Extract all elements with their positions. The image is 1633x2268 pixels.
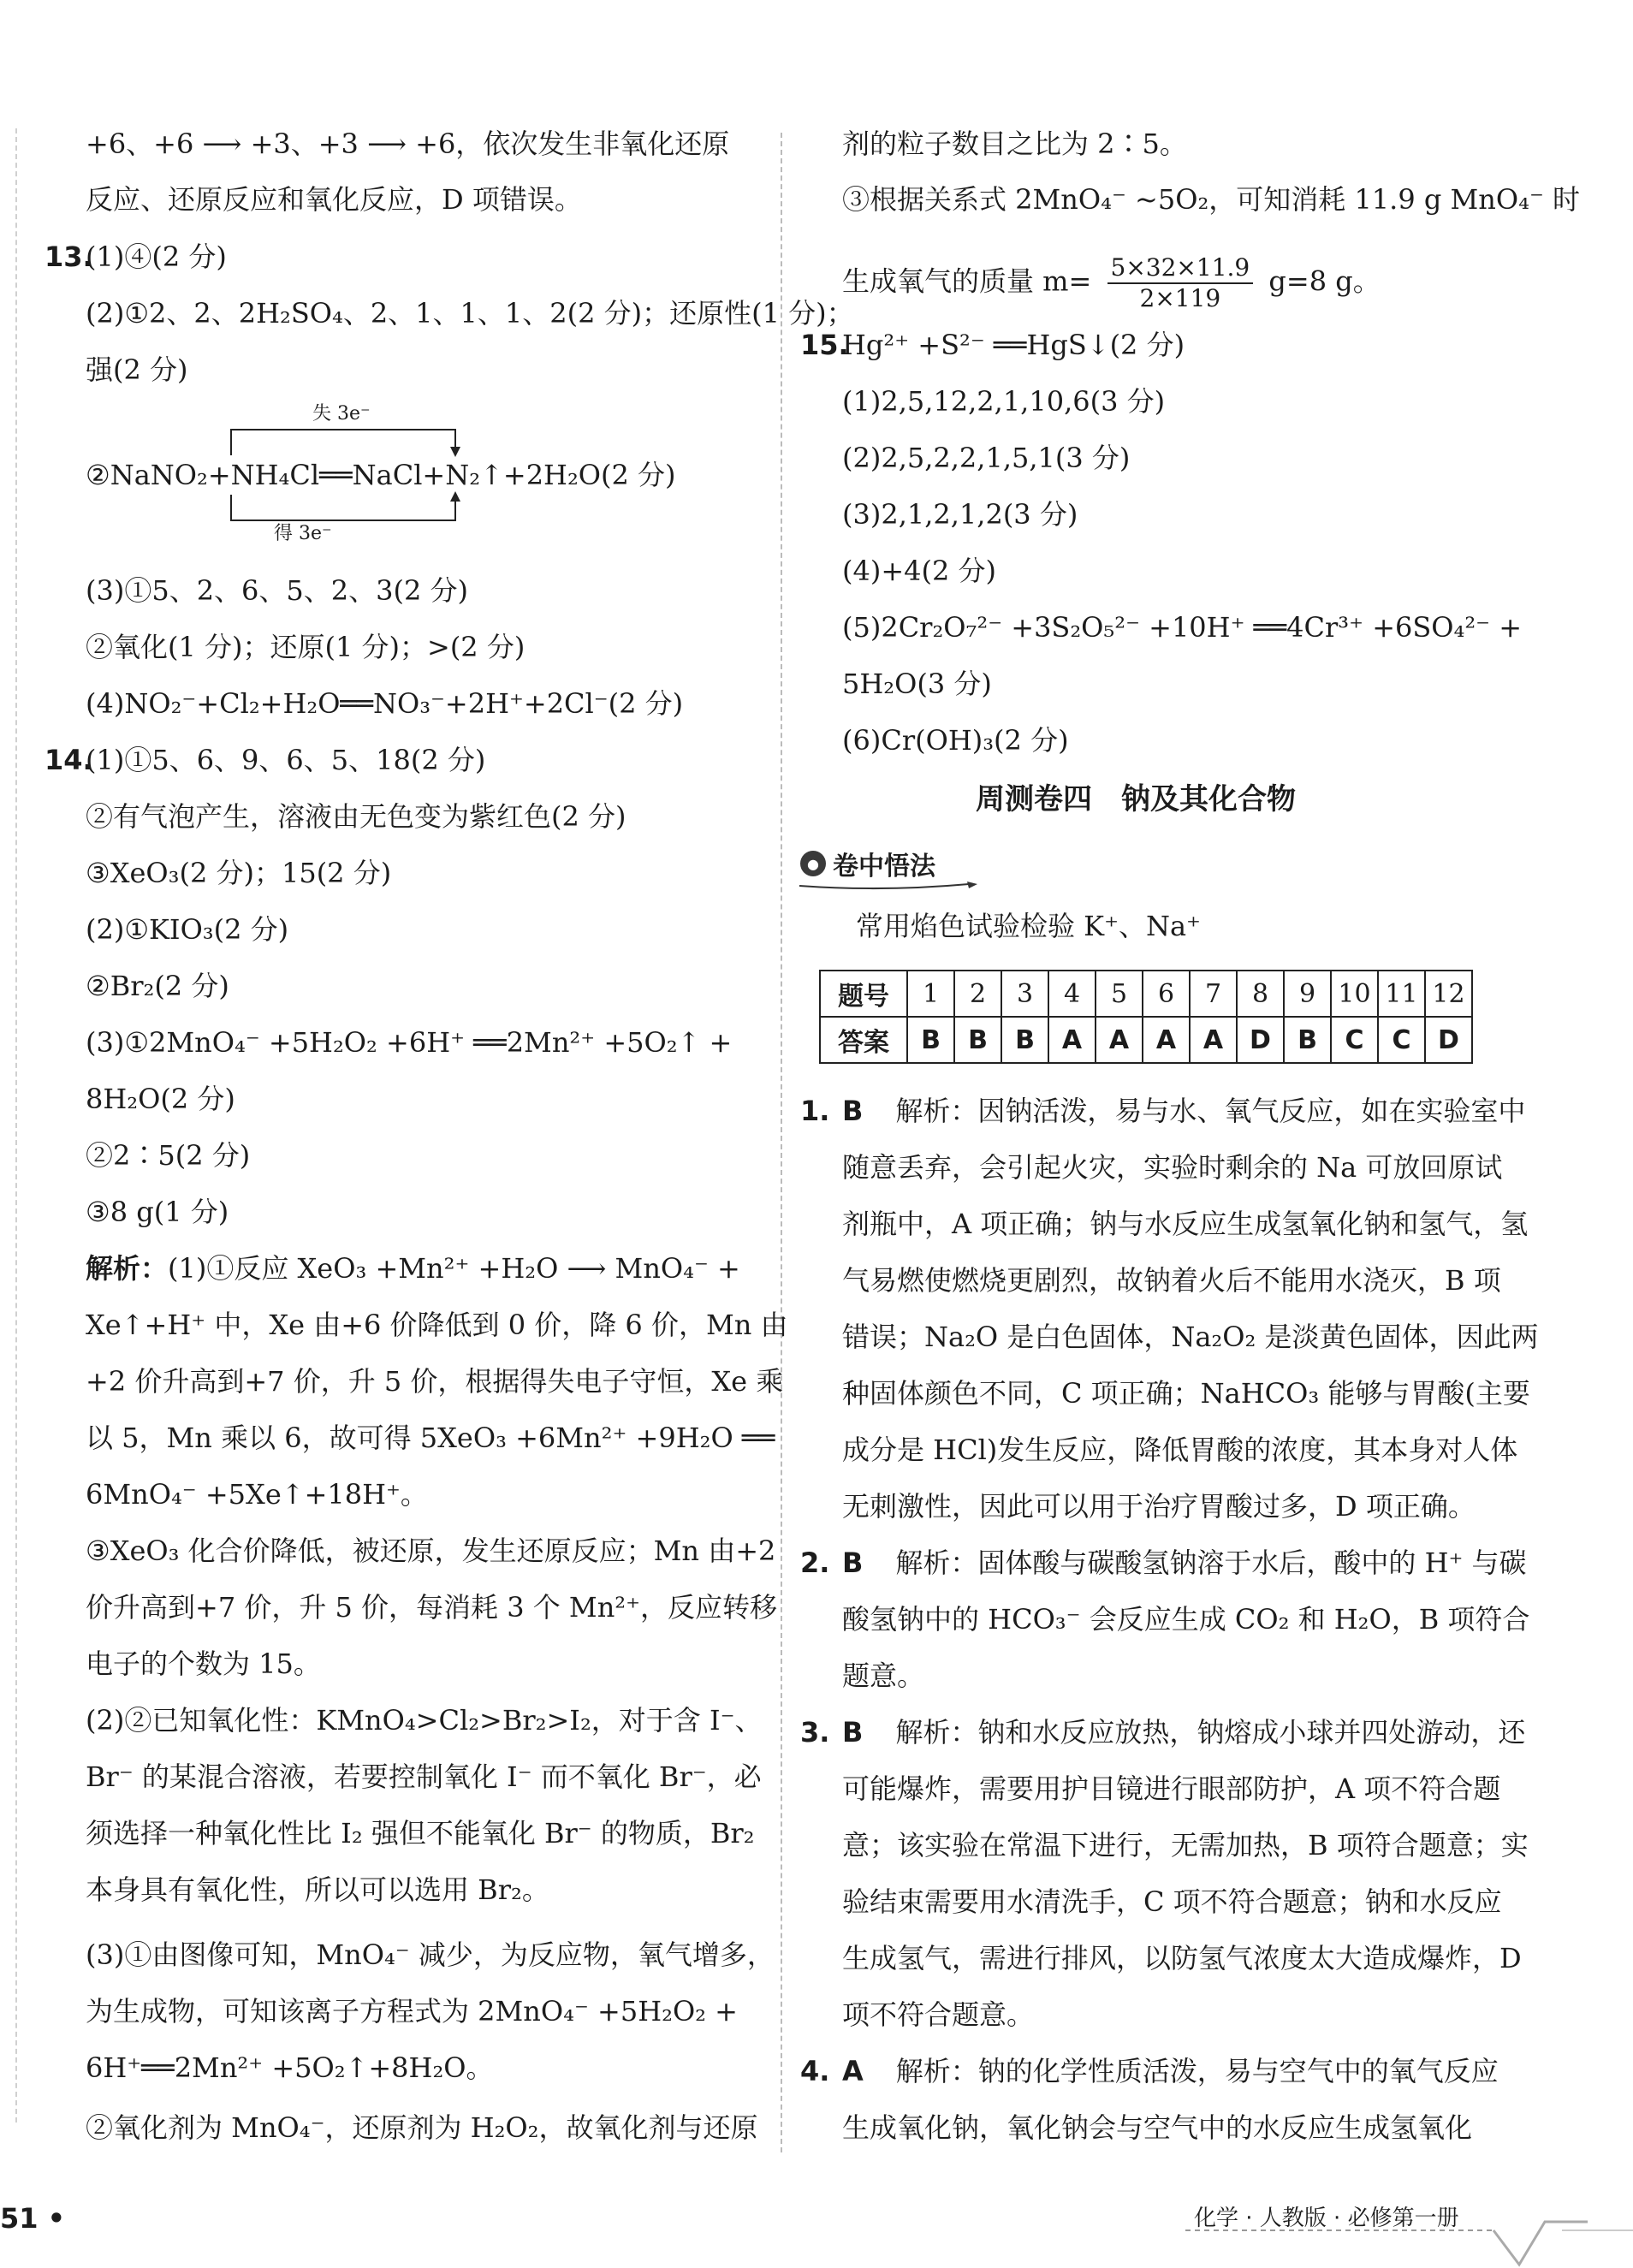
text-line: ③8 g(1 分) (86, 1196, 229, 1228)
text-line: (2)①KIO₃(2 分) (86, 913, 289, 946)
answer-cell: D (1425, 1017, 1472, 1063)
text-line: (4)+4(2 分) (842, 555, 997, 587)
tip-badge-label: 卷中悟法 (833, 852, 935, 882)
analysis-text: 解析：固体酸与碳酸氢钠溶于水后，酸中的 H⁺ 与碳 (895, 1547, 1527, 1579)
table-header-label: 题号 (820, 971, 907, 1017)
answer-letter: A (842, 2055, 864, 2087)
text-line: 本身具有氧化性，所以可以选用 Br₂。 (86, 1873, 549, 1906)
text-line: 气易燃使燃烧更剧烈，故钠着火后不能用水浇灭，B 项 (842, 1264, 1501, 1297)
text-line: 题意。 (842, 1659, 925, 1692)
analysis-text: 解析：钠的化学性质活泼，易与空气中的氧气反应 (895, 2055, 1499, 2087)
analysis-label: 解析： (86, 1252, 169, 1285)
question-cell: 8 (1237, 971, 1284, 1017)
text-line: (3)2,1,2,1,2(3 分) (842, 498, 1078, 531)
text-line: Hg²⁺ +S²⁻ ══HgS↓(2 分) (842, 329, 1185, 361)
text-line: 电子的个数为 15。 (86, 1648, 321, 1680)
answer-letter: B (842, 1095, 864, 1127)
text-line: 6MnO₄⁻ +5Xe↑+18H⁺。 (86, 1478, 428, 1511)
answer-cell: C (1378, 1017, 1425, 1063)
answer-cell: B (1284, 1017, 1331, 1063)
text-line: 生成氧化钠，氧化钠会与空气中的水反应生成氢氧化 (842, 2111, 1473, 2144)
text-line: ②2∶5(2 分) (86, 1139, 251, 1172)
text-line: ③XeO₃ 化合价降低，被还原，发生还原反应；Mn 由+2 (86, 1535, 776, 1567)
column-divider (781, 133, 782, 2152)
text-line: 验结束需要用水清洗手，C 项不符合题意；钠和水反应 (842, 1885, 1502, 1918)
electron-transfer-diagram (86, 402, 676, 561)
text-line: 错误；Na₂O 是白色固体，Na₂O₂ 是淡黄色固体，因此两 (842, 1321, 1539, 1353)
fraction-suffix: g=8 g。 (1268, 264, 1381, 298)
redox-equation: ②NaNO₂+NH₄Cl══NaCl+N₂↑+2H₂O(2 分) (86, 459, 676, 491)
text-line: 8H₂O(2 分) (86, 1083, 235, 1115)
answer-cell: A (1048, 1017, 1096, 1063)
text-line: 可能爆炸，需要用护目镜进行眼部防护，A 项不符合题 (842, 1772, 1501, 1805)
text-line: (6)Cr(OH)₃(2 分) (842, 724, 1069, 757)
answer-letter: B (842, 1547, 864, 1579)
answer-cell: B (907, 1017, 954, 1063)
text-line: ②氧化(1 分)；还原(1 分)；>(2 分) (86, 631, 526, 663)
question-cell: 2 (954, 971, 1001, 1017)
section-title: 周测卷四 钠及其化合物 (976, 782, 1296, 816)
text-line: ②有气泡产生，溶液由无色变为紫红色(2 分) (86, 800, 626, 833)
text-line: (5)2Cr₂O₇²⁻ +3S₂O₅²⁻ +10H⁺ ══4Cr³⁺ +6SO₄²⁻ + (842, 611, 1523, 644)
text-line: 剂瓶中，A 项正确；钠与水反应生成氢氧化钠和氢气，氢 (842, 1208, 1529, 1240)
text-line: ②氧化剂为 MnO₄⁻，还原剂为 H₂O₂，故氧化剂与还原 (86, 2111, 758, 2144)
question-cell: 11 (1378, 971, 1425, 1017)
text-line: 须选择一种氧化性比 I₂ 强但不能氧化 Br⁻ 的物质，Br₂ (86, 1817, 755, 1849)
answer-line (842, 1715, 1525, 1749)
analysis-text: 解析：钠和水反应放热，钠熔成小球并四处游动，还 (895, 1716, 1526, 1748)
text-line: 随意丢弃，会引起火灾，实验时剩余的 Na 可放回原试 (842, 1151, 1503, 1184)
text-line: 无刺激性，因此可以用于治疗胃酸过多，D 项正确。 (842, 1490, 1476, 1523)
text-line: +2 价升高到+7 价，升 5 价，根据得失电子守恒，Xe 乘 (86, 1365, 784, 1398)
question-cell: 3 (1001, 971, 1048, 1017)
question-number: 13. (45, 240, 93, 273)
question-number: 4. (800, 2055, 830, 2087)
text-line: 反应、还原反应和氧化反应，D 项错误。 (86, 183, 582, 216)
fraction (1107, 253, 1254, 313)
answer-cell: B (954, 1017, 1001, 1063)
text-line: 6H⁺══2Mn²⁺ +5O₂↑+8H₂O。 (86, 2051, 494, 2084)
answer-table (819, 970, 1473, 1064)
question-number: 3. (800, 1716, 830, 1748)
fraction-line (842, 253, 1381, 313)
text-line: 价升高到+7 价，升 5 价，每消耗 3 个 Mn²⁺，反应转移 (86, 1591, 778, 1624)
text-line: 以 5，Mn 乘以 6，故可得 5XeO₃ +6Mn²⁺ +9H₂O ══ (86, 1422, 775, 1454)
text-line: 剂的粒子数目之比为 2∶5。 (842, 128, 1187, 160)
question-cell: 12 (1425, 971, 1472, 1017)
text-line: (3)①由图像可知，MnO₄⁻ 减少，为反应物，氧气增多， (86, 1938, 775, 1971)
answer-line (842, 2054, 1499, 2088)
text-line: 项不符合题意。 (842, 1998, 1035, 2031)
book-title: 化学 · 人教版 · 必修第一册 (1194, 2206, 1459, 2231)
text-line: (4)NO₂⁻+Cl₂+H₂O══NO₃⁻+2H⁺+2Cl⁻(2 分) (86, 687, 684, 720)
table-answer-label: 答案 (820, 1017, 907, 1063)
analysis-text: 解析：因钠活泼，易与水、氧气反应，如在实验室中 (895, 1095, 1526, 1127)
text-line: ③根据关系式 2MnO₄⁻ ~5O₂，可知消耗 11.9 g MnO₄⁻ 时 (842, 183, 1581, 216)
answer-cell: C (1331, 1017, 1378, 1063)
table-header-row (820, 971, 1472, 1017)
text-line: (3)①2MnO₄⁻ +5H₂O₂ +6H⁺ ══2Mn²⁺ +5O₂↑ + (86, 1026, 733, 1059)
text-line: 5H₂O(3 分) (842, 668, 992, 700)
table-answer-row (820, 1017, 1472, 1063)
lose-electron-label: 失 3e⁻ (312, 403, 371, 425)
answer-cell: A (1143, 1017, 1190, 1063)
question-number: 14. (45, 744, 93, 776)
answer-line (842, 1094, 1525, 1128)
text-line: 强(2 分) (86, 353, 188, 386)
location-pin-icon: ● (800, 851, 826, 876)
question-cell: 4 (1048, 971, 1096, 1017)
question-number: 1. (800, 1095, 830, 1127)
text-line: 生成氢气，需进行排风，以防氢气浓度太大造成爆炸，D (842, 1942, 1522, 1974)
answer-cell: A (1190, 1017, 1237, 1063)
text-line: 酸氢钠中的 HCO₃⁻ 会反应生成 CO₂ 和 H₂O，B 项符合 (842, 1603, 1530, 1636)
text-line: 为生成物，可知该离子方程式为 2MnO₄⁻ +5H₂O₂ + (86, 1995, 738, 2028)
text-line: Br⁻ 的某混合溶液，若要控制氧化 I⁻ 而不氧化 Br⁻，必 (86, 1760, 762, 1793)
left-margin-rule (15, 128, 17, 2123)
question-cell: 9 (1284, 971, 1331, 1017)
analysis-line (86, 1251, 740, 1285)
text-line: (1)④(2 分) (86, 240, 227, 273)
question-cell: 10 (1331, 971, 1378, 1017)
text-line: 意；该实验在常温下进行，无需加热，B 项符合题意；实 (842, 1829, 1529, 1861)
question-number: 2. (800, 1547, 830, 1579)
text-line: (2)2,5,2,2,1,5,1(3 分) (842, 442, 1131, 474)
question-number: 15. (800, 329, 849, 361)
answer-cell: B (1001, 1017, 1048, 1063)
fraction-prefix: 生成氧气的质量 m= (842, 264, 1092, 298)
gain-electron-label: 得 3e⁻ (274, 523, 332, 544)
question-cell: 7 (1190, 971, 1237, 1017)
text-line: Xe↑+H⁺ 中，Xe 由+6 价降低到 0 价，降 6 价，Mn 由 (86, 1309, 788, 1341)
text-line: 种固体颜色不同，C 项正确；NaHCO₃ 能够与胃酸(主要 (842, 1377, 1530, 1410)
answer-line (842, 1546, 1527, 1580)
text-line: (3)①5、2、6、5、2、3(2 分) (86, 574, 468, 607)
text-line: (2)①2、2、2H₂SO₄、2、1、1、1、2(2 分)；还原性(1 分)； (86, 297, 854, 330)
answer-cell: D (1237, 1017, 1284, 1063)
tip-text: 常用焰色试验检验 K⁺、Na⁺ (856, 910, 1201, 942)
text-line: ③XeO₃(2 分)；15(2 分) (86, 857, 392, 889)
answer-cell: A (1096, 1017, 1143, 1063)
badge-swoosh (798, 882, 981, 890)
analysis-text: (1)①反应 XeO₃ +Mn²⁺ +H₂O ⟶ MnO₄⁻ + (168, 1252, 740, 1285)
answer-letter: B (842, 1716, 864, 1748)
text-line: ②Br₂(2 分) (86, 970, 229, 1002)
tip-badge (800, 846, 935, 882)
question-cell: 1 (907, 971, 954, 1017)
fraction-numerator: 5×32×11.9 (1107, 253, 1254, 284)
text-line: (1)2,5,12,2,1,10,6(3 分) (842, 385, 1166, 418)
page-number: 51 • (0, 2202, 66, 2235)
text-line: (1)①5、6、9、6、5、18(2 分) (86, 744, 486, 776)
question-cell: 6 (1143, 971, 1190, 1017)
text-line: (2)②已知氧化性：KMnO₄>Cl₂>Br₂>I₂，对于含 I⁻、 (86, 1704, 763, 1737)
question-cell: 5 (1096, 971, 1143, 1017)
text-line: 成分是 HCl)发生反应，降低胃酸的浓度，其本身对人体 (842, 1434, 1518, 1466)
text-line: +6、+6 ⟶ +3、+3 ⟶ +6，依次发生非氧化还原 (86, 128, 730, 160)
fraction-denominator: 2×119 (1139, 284, 1221, 312)
